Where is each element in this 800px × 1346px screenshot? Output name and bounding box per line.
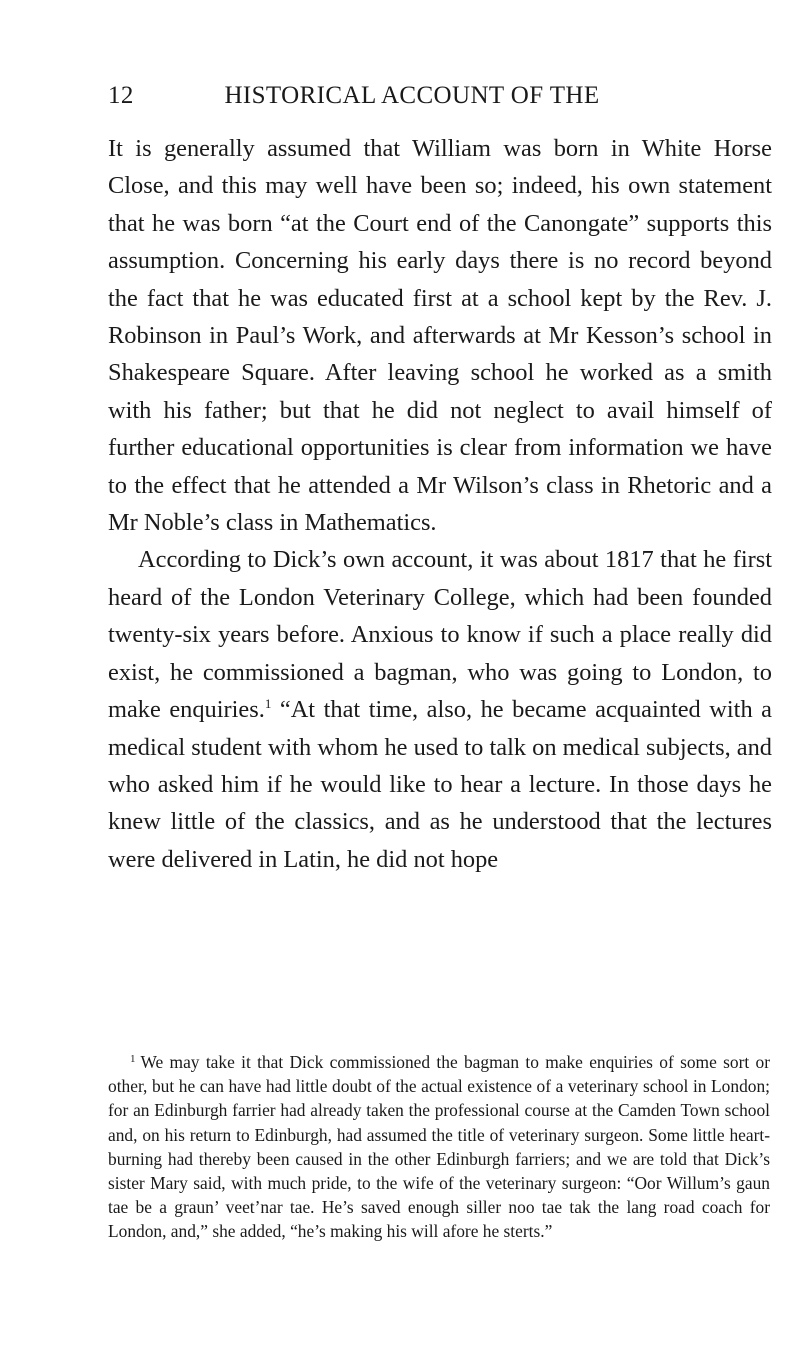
footnote-text: We may take it that Dick commissioned the bagman to make enquiries of some sort or other, but he can have had little doubt of the actual existence of a veterinary school in London; for an Edinburgh farrier had already taken the professional course at the Camden Town school and, on his return to Edinburgh, had assumed the title of veterinary surgeon. Some little heart-burning had thereby been caused in the other Edinburgh farriers; and we are told that Dick’s sister Mary said, with much pride, to the wife of the veterinary surgeon: “Oor Willum’s gaun tae be a graun’ veet’nar tae. He’s saved enough siller noo tae tak the lang road coach for London, and,” she added, “he’s making his will afore he sterts.” xyxy=(108,1052,770,1242)
body-text xyxy=(108,130,772,878)
running-title: HISTORICAL ACCOUNT OF THE xyxy=(224,82,600,109)
running-head xyxy=(108,82,716,114)
footnote-reference: 1 xyxy=(264,696,272,712)
paragraph-2 xyxy=(108,541,772,878)
footnote-marker: 1 xyxy=(130,1053,136,1065)
footnote xyxy=(108,1050,770,1244)
page-number: 12 xyxy=(108,82,134,109)
paragraph-1: It is generally assumed that William was born in White Horse Close, and this may well have been so; indeed, his own statement that he was born “at the Court end of the Canongate” supports this assumption. Concerning his early days there is no record beyond the fact that he was educated first at a school kept by the Rev. J. Robinson in Paul’s Work, and afterwards at Mr Kesson’s school in Shakespeare Square. After leaving school he worked as a smith with his father; but that he did not neglect to avail himself of further educational opportunities is clear from information we have to the effect that he attended a Mr Wilson’s class in Rhetoric and a Mr Noble’s class in Mathematics. xyxy=(108,135,772,537)
paragraph-2-text-b: “At that time, also, he became acquainted with a medical student with whom he used to talk on medical subjects, and who asked him if he would like to hear a lecture. In those days he knew little of the classics, and as he understood that the lectures were delivered in Latin, he did not hope xyxy=(108,696,772,873)
paragraph-2-text-a: According to Dick’s own account, it was about 1817 that he first heard of the London Veterinary College, which had been founded twenty-six years before. Anxious to know if such a place really did exist, he commissioned a bagman, who was going to London, to make enquiries. xyxy=(108,546,772,724)
